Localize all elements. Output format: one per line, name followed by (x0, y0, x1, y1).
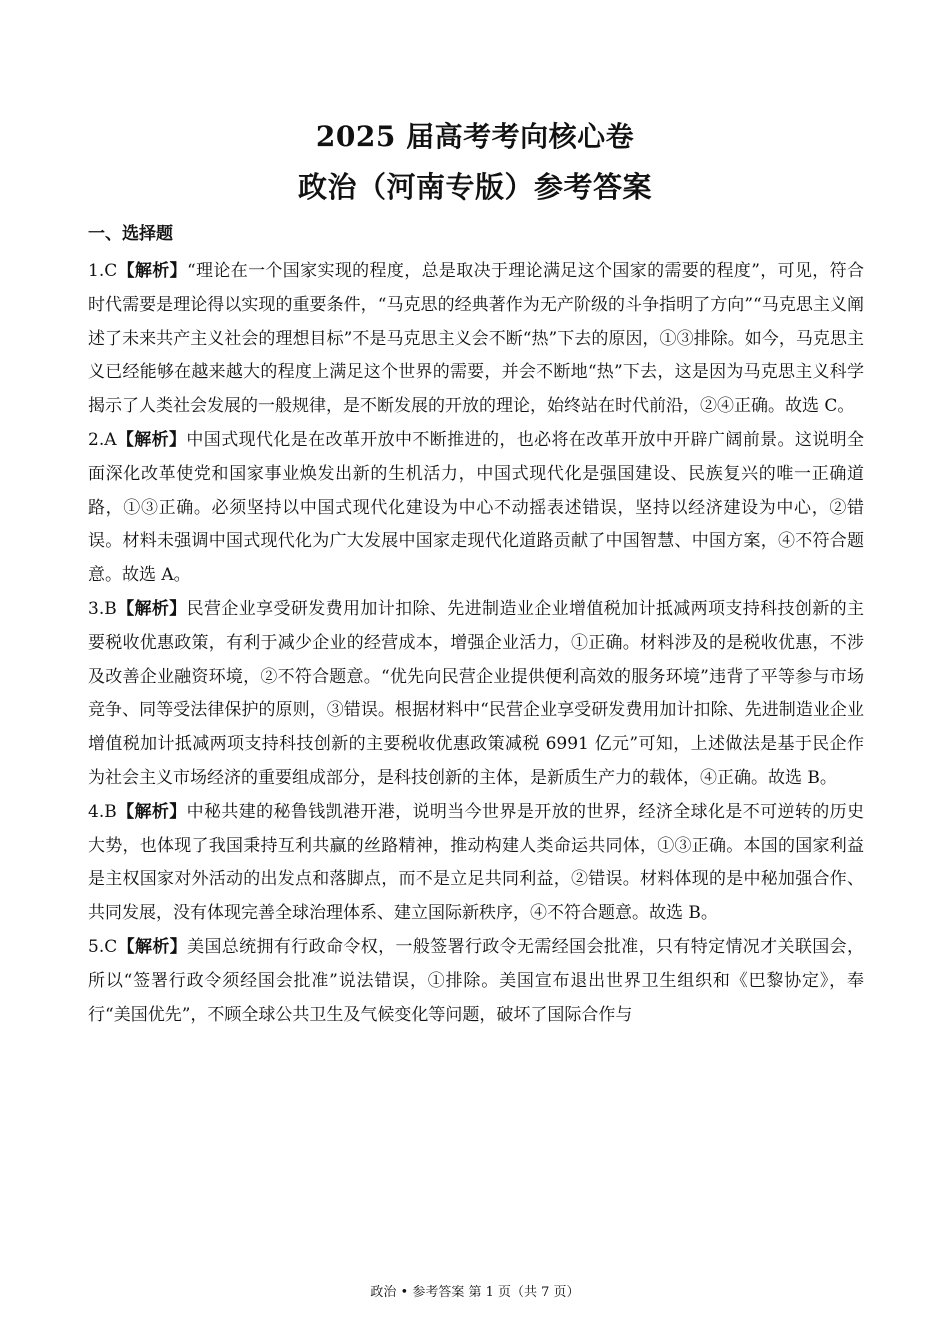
answer-item-2 (88, 424, 864, 593)
analysis-tag: 【解析】 (117, 261, 187, 281)
page-title: 2025 届高考考向核心卷 (315, 120, 635, 153)
answer-list (88, 255, 864, 1032)
analysis-tag: 【解析】 (116, 598, 187, 619)
analysis-tag: 【解析】 (117, 936, 188, 957)
answer-label: 5.C (88, 936, 118, 957)
answer-item-3 (88, 593, 864, 796)
section-heading: 一、选择题 (88, 224, 173, 244)
answer-explanation: 美国总统拥有行政命令权，一般签署行政令无需经国会批准，只有特定情况才关联国会，所以“签署行政令须经国会批准”说法错误，①排除。美国宣布退出世界卫生组织和《巴黎协定》，奉行“美国优先”，不顾全球公共卫生及气候变化等问题，破坏了国际合作与 (88, 936, 865, 1025)
answer-label: 1.C (88, 261, 118, 281)
answer-explanation: 民营企业享受研发费用加计扣除、先进制造业企业增值税加计抵减两项支持科技创新的主要税收优惠政策，有利于减少企业的经营成本，增强企业活力，①正确。材料涉及的是税收优惠，不涉及改善企业融资环境，②不符合题意。“优先向民营企业提供便利高效的服务环境”违背了平等参与市场竞争、同等受法律保护的原则，③错误。根据材料中“民营企业享受研发费用加计扣除、先进制造业企业增值税加计抵减两项支持科技创新的主要税收优惠政策减税 6991 亿元”可知，上述做法是基于民企作为社会主义市场经济的重要组成部分，是科技创新的主体，是新质生产力的载体，④正确。故选 B。 (88, 598, 865, 788)
page-footer: 政治 • 参考答案 第 1 页（共 7 页） (370, 1285, 580, 1300)
analysis-tag: 【解析】 (116, 801, 187, 822)
answer-item-5 (88, 931, 864, 1032)
answer-explanation: “理论在一个国家实现的程度，总是取决于理论满足这个国家的需要的程度”，可见，符合时代需要是理论得以实现的重要条件，“马克思的经典著作为无产阶级的斗争指明了方向”“马克思主义阐述了未来共产主义社会的理想目标”不是马克思主义会不断“热”下去的原因，①③排除。如今，马克思主义已经能够在越来越大的程度上满足这个世界的需要，并会不断地“热”下去，这是因为马克思主义科学揭示了人类社会发展的一般规律，是不断发展的开放的理论，始终站在时代前沿，②④正确。故选 C。 (88, 261, 864, 417)
answer-label: 4.B (88, 801, 117, 822)
answer-item-4 (88, 796, 864, 931)
answer-label: 2.A (88, 429, 117, 450)
answer-label: 3.B (88, 598, 117, 619)
analysis-tag: 【解析】 (116, 429, 187, 450)
answer-explanation: 中国式现代化是在改革开放中不断推进的，也必将在改革开放中开辟广阔前景。这说明全面深化改革使党和国家事业焕发出新的生机活力，中国式现代化是强国建设、民族复兴的唯一正确道路，①③正确。必须坚持以中国式现代化建设为中心不动摇表述错误，坚持以经济建设为中心，②错误。材料未强调中国式现代化为广大发展中国家走现代化道路贡献了中国智慧、中国方案，④不符合题意。故选 A。 (88, 429, 865, 586)
answer-item-1 (88, 255, 864, 424)
answer-explanation: 中秘共建的秘鲁钱凯港开港，说明当今世界是开放的世界，经济全球化是不可逆转的历史大势，也体现了我国秉持互利共赢的丝路精神，推动构建人类命运共同体，①③正确。本国的国家利益是主权国家对外活动的出发点和落脚点，而不是立足共同利益，②错误。材料体现的是中秘加强合作、共同发展，没有体现完善全球治理体系、建立国际新秩序，④不符合题意。故选 B。 (88, 801, 865, 924)
page-subtitle: 政治（河南专版）参考答案 (297, 170, 652, 204)
